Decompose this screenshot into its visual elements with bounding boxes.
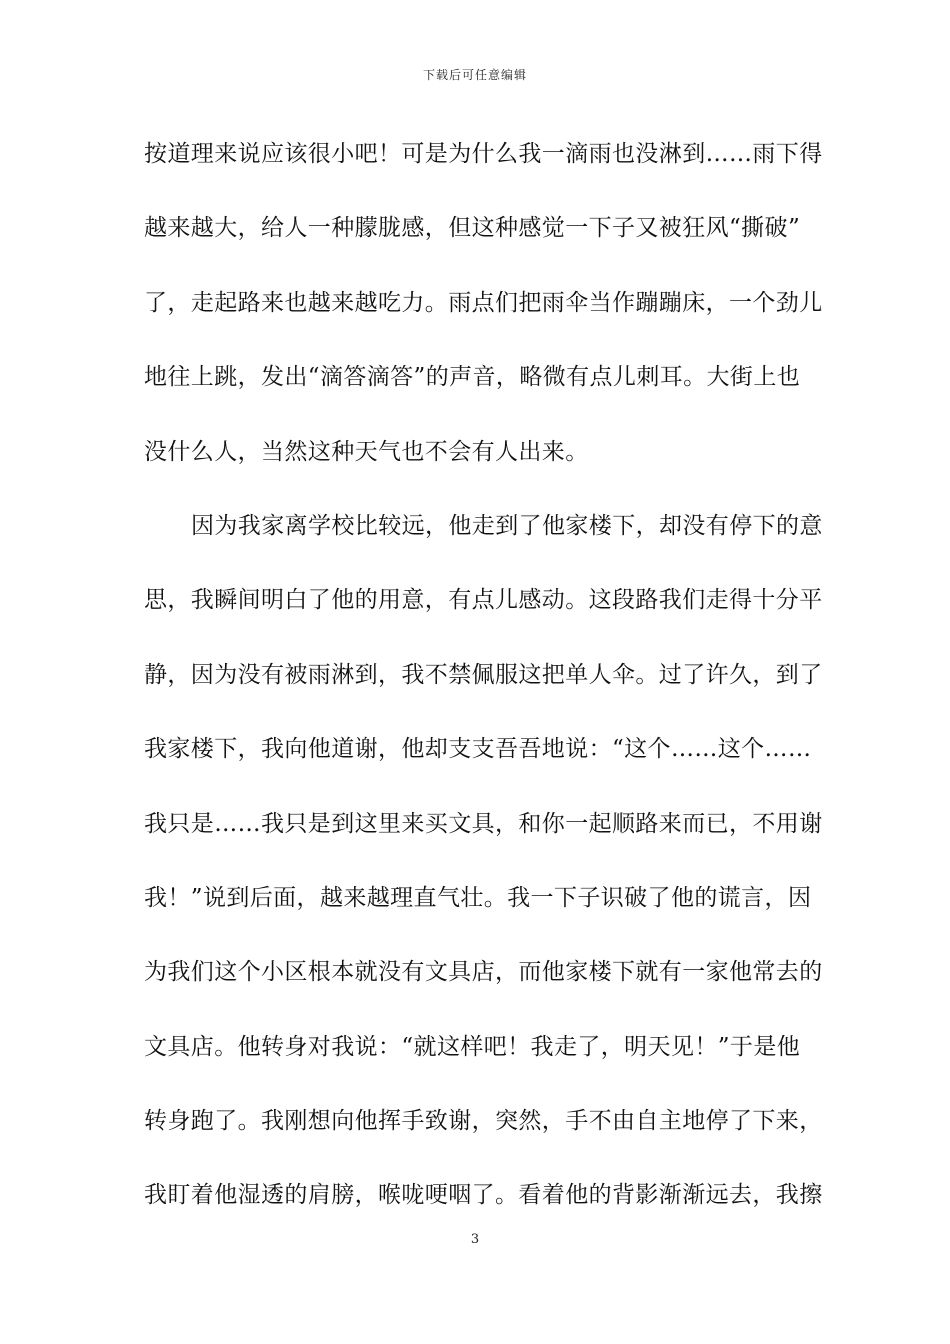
text-line: 为我们这个小区根本就没有文具店，而他家楼下就有一家他常去的 — [144, 959, 823, 986]
page-number: 3 — [470, 1232, 480, 1247]
text-line: 我盯着他湿透的肩膀，喉咙哽咽了。看着他的背影渐渐远去，我擦 — [144, 1182, 823, 1209]
paragraph-first-line: 因为我家离学校比较远，他走到了他家楼下，却没有停下的意 — [191, 512, 823, 539]
text-line: 我！”说到后面，越来越理直气壮。我一下子识破了他的谎言，因 — [144, 884, 812, 911]
text-line: 我家楼下，我向他道谢，他却支支吾吾地说：“这个……这个…… — [144, 736, 812, 763]
text-line: 思，我瞬间明白了他的用意，有点儿感动。这段路我们走得十分平 — [144, 587, 823, 614]
text-line: 静，因为没有被雨淋到，我不禁佩服这把单人伞。过了许久，到了 — [144, 661, 823, 688]
text-line: 了，走起路来也越来越吃力。雨点们把雨伞当作蹦蹦床，一个劲儿 — [144, 289, 823, 316]
text-line: 文具店。他转身对我说：“就这样吧！我走了，明天见！”于是他 — [144, 1033, 801, 1060]
text-line: 转身跑了。我刚想向他挥手致谢，突然，手不由自主地停了下来， — [144, 1108, 823, 1135]
text-line: 越来越大，给人一种朦胧感，但这种感觉一下子又被狂风“撕破” — [144, 215, 801, 242]
text-line: 地往上跳，发出“滴答滴答”的声音，略微有点儿刺耳。大街上也 — [144, 364, 801, 391]
text-line: 没什么人，当然这种天气也不会有人出来。 — [144, 438, 589, 465]
body-text — [144, 126, 823, 1242]
text-line: 我只是……我只是到这里来买文具，和你一起顺路来而已，不用谢 — [144, 810, 823, 837]
text-line: 按道理来说应该很小吧！可是为什么我一滴雨也没淋到……雨下得 — [144, 141, 823, 167]
page-header: 下载后可任意编辑 — [422, 68, 527, 82]
